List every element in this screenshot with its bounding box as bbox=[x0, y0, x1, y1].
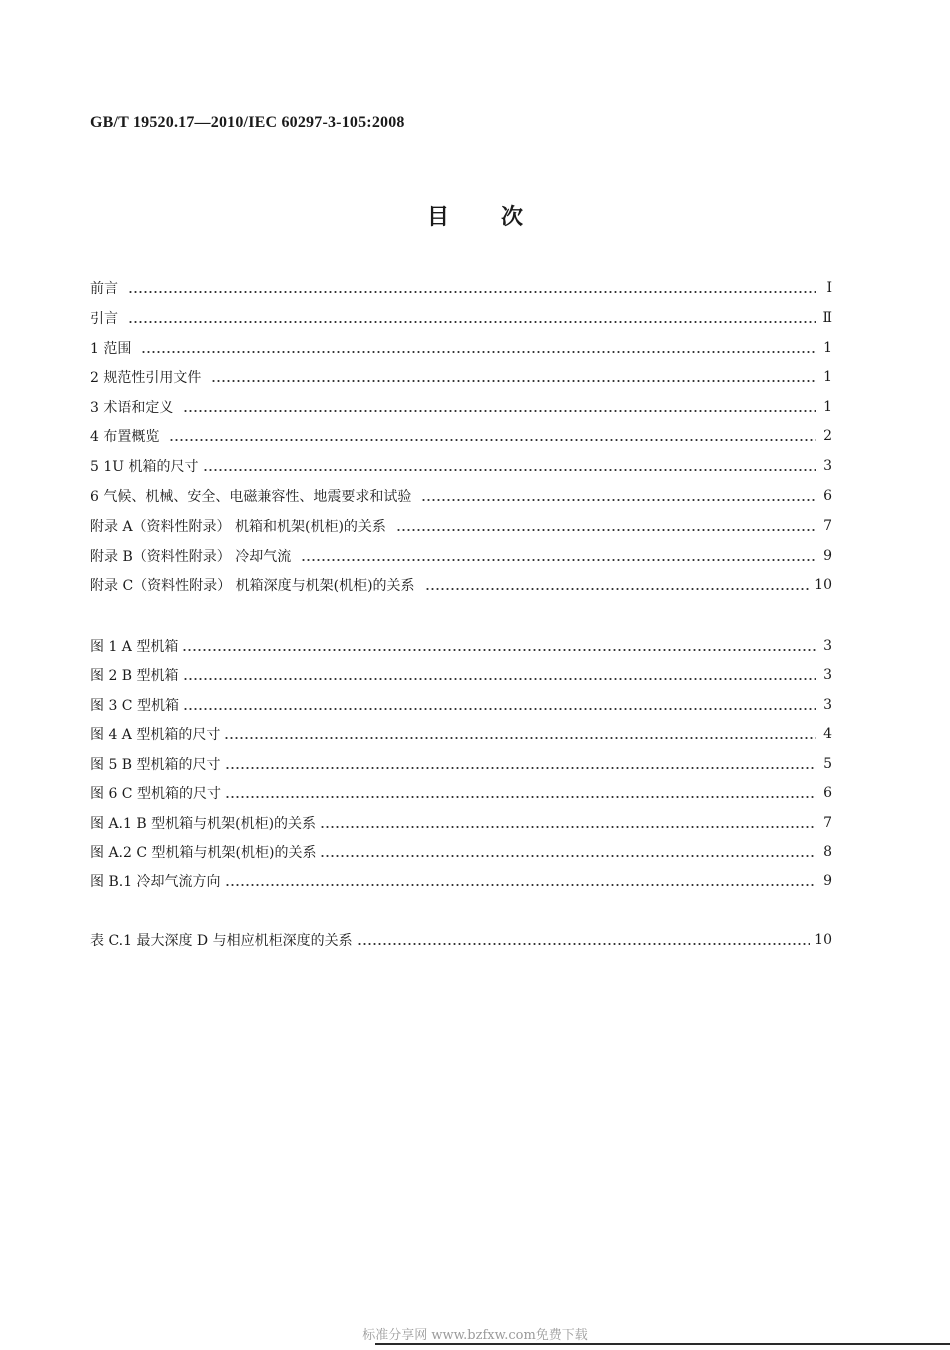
toc-item[interactable] bbox=[90, 783, 832, 803]
toc-item-page: 10 bbox=[814, 932, 832, 948]
toc-item[interactable] bbox=[90, 397, 832, 417]
toc-item-page: 4 bbox=[823, 726, 832, 742]
standard-number-header: GB/T 19520.17—2010/IEC 60297-3-105:2008 bbox=[90, 114, 405, 131]
footer-rule bbox=[375, 1343, 950, 1345]
toc-item[interactable] bbox=[90, 546, 832, 566]
toc-item-page: 6 bbox=[823, 785, 832, 801]
leader-dots bbox=[128, 278, 816, 298]
page-title: 目次 bbox=[426, 205, 575, 230]
toc-item-page: 7 bbox=[823, 815, 832, 831]
toc-item-page: 3 bbox=[823, 697, 832, 713]
leader-dots bbox=[357, 930, 811, 950]
leader-dots bbox=[128, 308, 816, 328]
toc-item-label: 表 C.1 最大深度 D 与相应机柜深度的关系 bbox=[90, 933, 353, 949]
leader-dots bbox=[225, 754, 816, 774]
toc-item[interactable] bbox=[90, 754, 832, 774]
toc-item[interactable] bbox=[90, 338, 832, 358]
leader-dots bbox=[320, 842, 816, 862]
leader-dots bbox=[425, 575, 811, 595]
leader-dots bbox=[169, 426, 816, 446]
toc-item-label: 图 B.1 冷却气流方向 bbox=[90, 874, 221, 890]
toc-item-label: 图 A.1 B 型机箱与机架(机柜)的关系 bbox=[90, 816, 317, 832]
leader-dots bbox=[225, 871, 816, 891]
leader-dots bbox=[203, 456, 816, 476]
toc-item-page: 6 bbox=[823, 488, 832, 504]
toc-item[interactable] bbox=[90, 871, 832, 891]
toc-item-label: 图 2 B 型机箱 bbox=[90, 668, 179, 684]
leader-dots bbox=[183, 665, 816, 685]
toc-item-label: 5 1U 机箱的尺寸 bbox=[90, 459, 199, 475]
toc-item[interactable] bbox=[90, 486, 832, 506]
toc-item[interactable] bbox=[90, 516, 832, 536]
toc-item-page: 5 bbox=[823, 756, 832, 772]
download-site-watermark: 标准分享网 www.bzfxw.com免费下载 bbox=[362, 1328, 588, 1343]
toc-item-label: 3 术语和定义 bbox=[90, 400, 174, 416]
toc-item-page: 9 bbox=[823, 873, 832, 889]
toc-item-page: 9 bbox=[823, 548, 832, 564]
leader-dots bbox=[141, 338, 816, 358]
toc-item[interactable] bbox=[90, 575, 832, 595]
toc-item-page: 3 bbox=[823, 667, 832, 683]
toc-item-label: 附录 C（资料性附录） 机箱深度与机架(机柜)的关系 bbox=[90, 578, 415, 594]
leader-dots bbox=[421, 486, 816, 506]
leader-dots bbox=[182, 636, 816, 656]
toc-item[interactable] bbox=[90, 930, 832, 950]
toc-item[interactable] bbox=[90, 367, 832, 387]
toc-item[interactable] bbox=[90, 636, 832, 656]
leader-dots bbox=[224, 724, 816, 744]
toc-item[interactable] bbox=[90, 426, 832, 446]
toc-item-label: 附录 A（资料性附录） 机箱和机架(机柜)的关系 bbox=[90, 519, 386, 535]
leader-dots bbox=[183, 397, 816, 417]
toc-item-page: 3 bbox=[823, 638, 832, 654]
toc-item[interactable] bbox=[90, 813, 832, 833]
toc-item[interactable] bbox=[90, 724, 832, 744]
toc-item-label: 图 A.2 C 型机箱与机架(机柜)的关系 bbox=[90, 845, 317, 861]
toc-item-page: Ⅰ bbox=[826, 280, 832, 296]
toc-item[interactable] bbox=[90, 665, 832, 685]
toc-item[interactable] bbox=[90, 278, 832, 298]
leader-dots bbox=[301, 546, 816, 566]
toc-item-page: 2 bbox=[823, 428, 832, 444]
toc-item-page: 1 bbox=[823, 340, 832, 356]
toc-item-label: 引言 bbox=[90, 311, 118, 327]
toc-item-label: 1 范围 bbox=[90, 341, 132, 357]
toc-item[interactable] bbox=[90, 695, 832, 715]
leader-dots bbox=[211, 367, 816, 387]
toc-item[interactable] bbox=[90, 308, 832, 328]
leader-dots bbox=[183, 695, 816, 715]
toc-item-label: 图 6 C 型机箱的尺寸 bbox=[90, 786, 221, 802]
toc-item-label: 6 气候、机械、安全、电磁兼容性、地震要求和试验 bbox=[90, 489, 412, 505]
toc-item-label: 图 4 A 型机箱的尺寸 bbox=[90, 727, 221, 743]
toc-item-label: 2 规范性引用文件 bbox=[90, 370, 202, 386]
leader-dots bbox=[396, 516, 816, 536]
toc-item-label: 前言 bbox=[90, 281, 118, 297]
toc-item-page: Ⅱ bbox=[822, 310, 832, 326]
toc-item-page: 1 bbox=[823, 399, 832, 415]
toc-item-label: 附录 B（资料性附录） 冷却气流 bbox=[90, 549, 292, 565]
toc-item-page: 1 bbox=[823, 369, 832, 385]
toc-item-page: 7 bbox=[823, 518, 832, 534]
toc-item-label: 图 1 A 型机箱 bbox=[90, 639, 179, 655]
toc-item[interactable] bbox=[90, 456, 832, 476]
toc-item-label: 图 3 C 型机箱 bbox=[90, 698, 179, 714]
toc-item-page: 3 bbox=[823, 458, 832, 474]
toc-item-label: 图 5 B 型机箱的尺寸 bbox=[90, 757, 221, 773]
toc-item-label: 4 布置概览 bbox=[90, 429, 160, 445]
leader-dots bbox=[320, 813, 816, 833]
leader-dots bbox=[225, 783, 816, 803]
toc-item[interactable] bbox=[90, 842, 832, 862]
toc-item-page: 8 bbox=[823, 844, 832, 860]
toc-item-page: 10 bbox=[814, 577, 832, 593]
